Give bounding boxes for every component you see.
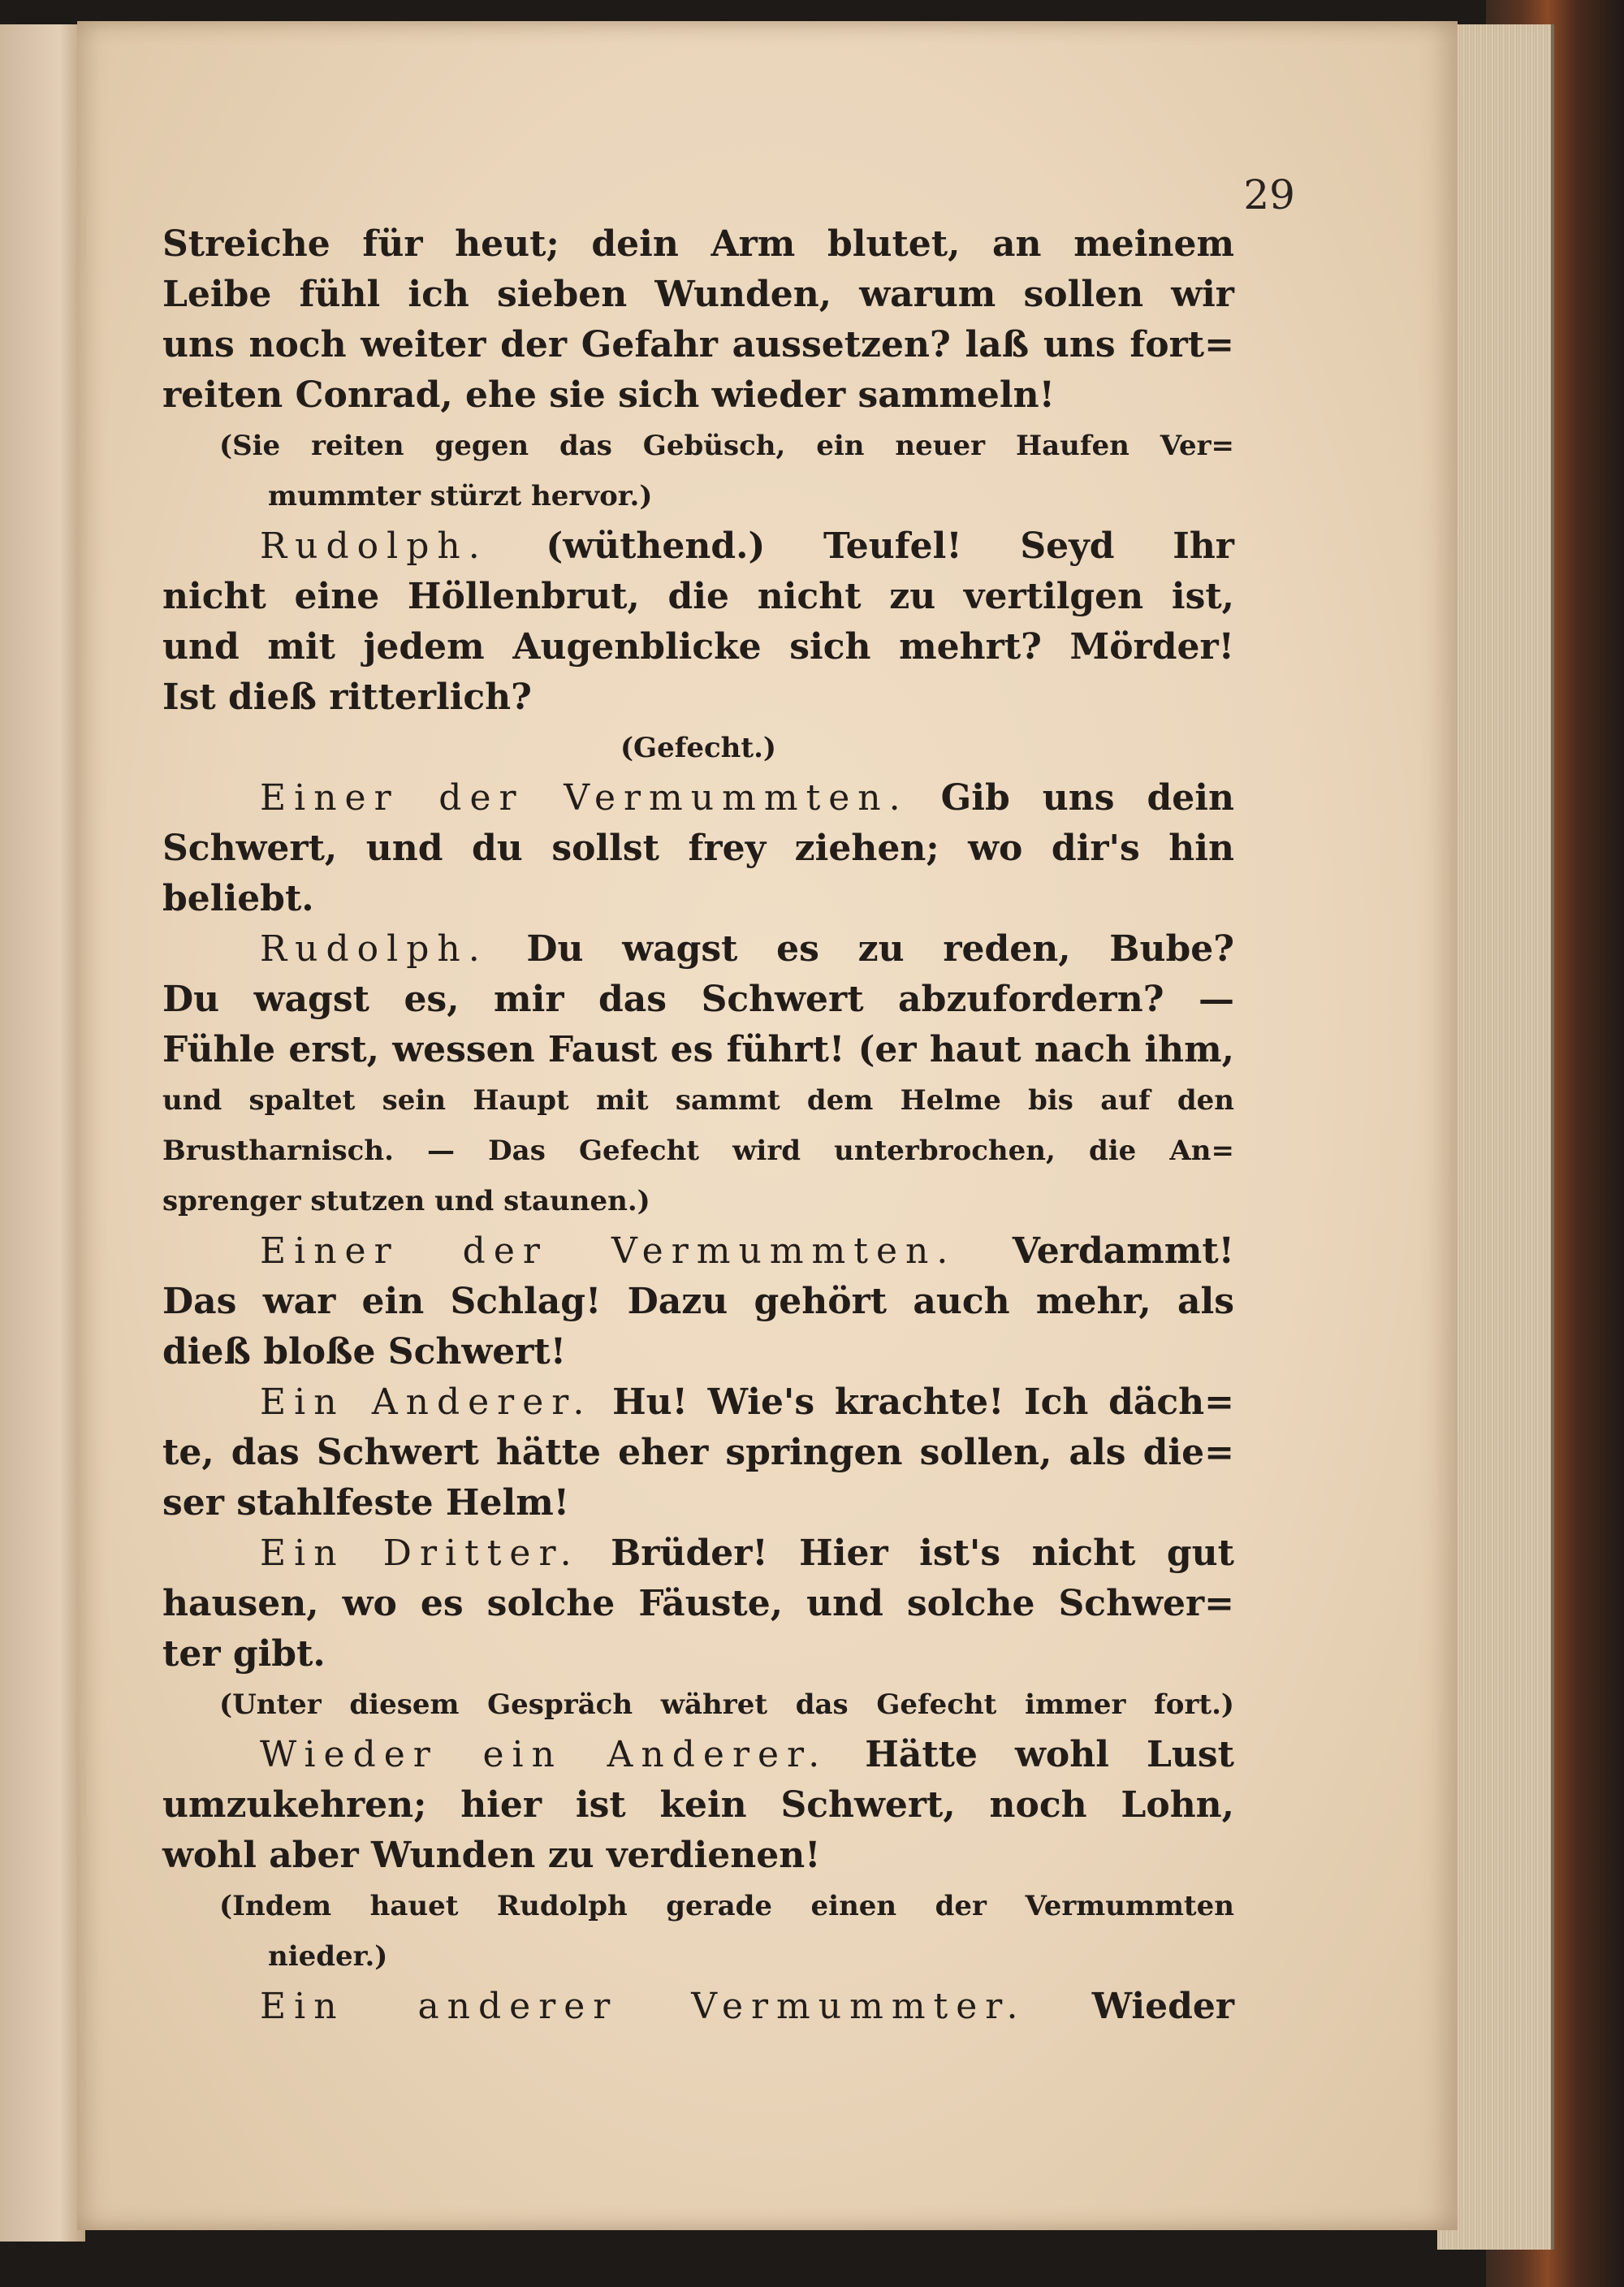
speaker-name: Rudolph. <box>260 525 488 567</box>
text-line: ser stahlfeste Helm! <box>162 1482 570 1524</box>
stage-direction-line: nieder.) <box>268 1940 388 1973</box>
speech-text: Gib uns dein <box>908 777 1234 819</box>
text-line: Fühle erst, wessen Faust es führt! (er haut nach ihm, <box>162 1029 1234 1070</box>
speaker-name: Einer der Vermummten. <box>260 777 909 819</box>
speech-line <box>162 924 1234 975</box>
text-line: Das war ein Schlag! Dazu gehört auch mehr, als <box>162 1281 1234 1322</box>
speech-text: Verdammt! <box>956 1230 1235 1272</box>
speech-line <box>162 1528 1234 1579</box>
text-line: Leibe fühl ich sieben Wunden, warum sollen wir <box>162 274 1234 315</box>
text-line: Streiche für heut; dein Arm blutet, an meinem <box>162 223 1234 265</box>
text-line: Du wagst es, mir das Schwert abzufordern? — <box>162 979 1234 1020</box>
text-line: ter gibt. <box>162 1633 326 1675</box>
speech-text: Du wagst es zu reden, Bube? <box>487 928 1234 970</box>
speech-text: Hätte wohl Lust <box>827 1734 1234 1775</box>
stage-direction-line: (Sie reiten gegen das Gebüsch, ein neuer Haufen Ver= <box>219 430 1234 462</box>
speech-line <box>162 521 1234 572</box>
facing-page-edge <box>0 24 85 2242</box>
stage-direction-line: und spaltet sein Haupt mit sammt dem Helme bis auf den <box>162 1084 1234 1117</box>
speech-text: Wieder <box>1026 1986 1235 2027</box>
text-line: beliebt. <box>162 878 314 919</box>
speech-line <box>162 1730 1234 1780</box>
text-line: te, das Schwert hätte eher springen sollen, als die= <box>162 1432 1234 1473</box>
speaker-name: Ein anderer Vermummter. <box>260 1986 1026 2027</box>
speaker-name: Ein Anderer. <box>260 1381 593 1423</box>
stage-direction-line: mummter stürzt hervor.) <box>268 480 653 512</box>
speech-line <box>162 1226 1234 1277</box>
stage-direction-line: Brustharnisch. — Das Gefecht wird unterbrochen, die An= <box>162 1135 1234 1167</box>
speaker-name: Wieder ein Anderer. <box>260 1734 828 1775</box>
speaker-name: Ein Dritter. <box>260 1533 580 1574</box>
text-line: hausen, wo es solche Fäuste, und solche Schwer= <box>162 1583 1234 1624</box>
text-line: Ist dieß ritterlich? <box>162 677 532 718</box>
text-line: dieß bloße Schwert! <box>162 1331 567 1373</box>
text-line: reiten Conrad, ehe sie sich wieder sammeln! <box>162 374 1055 416</box>
text-line: und mit jedem Augenblicke sich mehrt? Mörder! <box>162 626 1234 668</box>
stage-direction-line: (Unter diesem Gespräch währet das Gefecht immer fort.) <box>219 1688 1234 1721</box>
text-line: nicht eine Höllenbrut, die nicht zu vertilgen ist, <box>162 576 1234 617</box>
page-number: 29 <box>1243 171 1295 218</box>
stage-direction-line: (Indem hauet Rudolph gerade einen der Vermummten <box>219 1890 1234 1922</box>
speaker-name: Einer der Vermummten. <box>260 1230 957 1272</box>
page-text-block <box>162 219 1234 2032</box>
speech-text: Hu! Wie's krachte! Ich däch= <box>592 1381 1234 1423</box>
speaker-name: Rudolph. <box>260 928 488 970</box>
speech-text: (wüthend.) Teufel! Seyd Ihr <box>487 525 1234 567</box>
text-line: uns noch weiter der Gefahr aussetzen? laß uns fort= <box>162 324 1234 365</box>
speech-text: Brüder! Hier ist's nicht gut <box>579 1533 1234 1574</box>
text-line: umzukehren; hier ist kein Schwert, noch Lohn, <box>162 1784 1234 1826</box>
text-line: wohl aber Wunden zu verdienen! <box>162 1835 821 1876</box>
speech-line <box>162 1982 1234 2032</box>
speech-line <box>162 773 1234 824</box>
stage-direction-line: (Gefecht.) <box>620 732 777 764</box>
text-line: Schwert, und du sollst frey ziehen; wo dir's hin <box>162 828 1234 869</box>
stage-direction-line: sprenger stutzen und staunen.) <box>162 1185 650 1217</box>
speech-line <box>162 1377 1234 1428</box>
